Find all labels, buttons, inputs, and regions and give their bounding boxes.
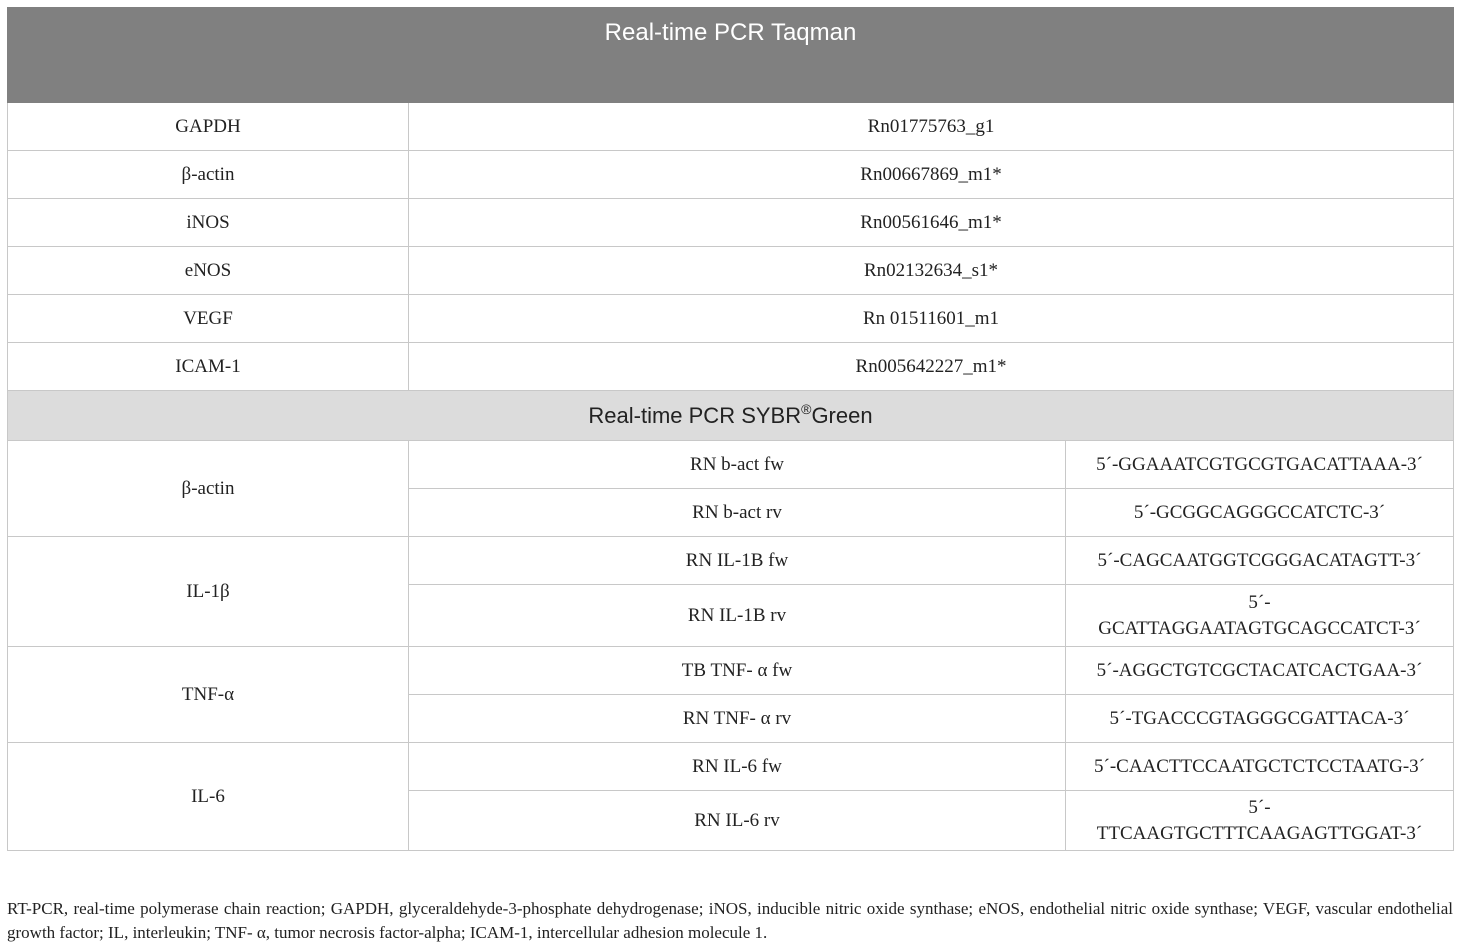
table-row xyxy=(8,151,1454,199)
primer-sequence xyxy=(1066,743,1454,791)
gene-name: VEGF xyxy=(8,295,409,343)
table-row xyxy=(8,537,1454,585)
primer-name: RN IL-6 fw xyxy=(409,743,1066,791)
assay-id: Rn01775763_g1 xyxy=(409,103,1454,151)
taqman-header-row xyxy=(8,8,1454,103)
table-row xyxy=(8,441,1454,489)
sybr-title xyxy=(8,391,1454,441)
gene-name: eNOS xyxy=(8,247,409,295)
sequence-line: 5´-TGACCCGTAGGGCGATTACA-3´ xyxy=(1109,707,1410,729)
gene-name: iNOS xyxy=(8,199,409,247)
sybr-title-prefix: Real-time PCR SYBR xyxy=(588,402,802,428)
table-row xyxy=(8,743,1454,791)
sequence-line: 5´-CAGCAATGGTCGGGACATAGTT-3´ xyxy=(1097,549,1422,571)
primer-sequence xyxy=(1066,647,1454,695)
sybr-header-row xyxy=(8,391,1454,441)
table-row xyxy=(8,103,1454,151)
table-row xyxy=(8,647,1454,695)
table-footnote: RT-PCR, real-time polymerase chain reaction; GAPDH, glyceraldehyde-3-phosphate dehydrogenase; iNOS, inducible nitric oxide synthase; eNOS, endothelial nitric oxide synthase; VEGF, vascular endothelial growth factor; IL, interleukin; TNF- α, tumor necrosis factor-alpha; ICAM-1, intercellular adhesion molecule 1. xyxy=(7,899,1453,942)
assay-id: Rn00667869_m1* xyxy=(409,151,1454,199)
sequence-line: TTCAAGTGCTTTCAAGAGTTGGAT-3´ xyxy=(1096,822,1423,844)
primer-name: TB TNF- α fw xyxy=(409,647,1066,695)
gene-name: IL-6 xyxy=(8,743,409,851)
primer-sequence xyxy=(1066,489,1454,537)
assay-id: Rn005642227_m1* xyxy=(409,343,1454,391)
sequence-line: 5´-CAACTTCCAATGCTCTCCTAATG-3´ xyxy=(1094,755,1425,777)
sequence-line: 5´-AGGCTGTCGCTACATCACTGAA-3´ xyxy=(1096,659,1423,681)
assay-id: Rn00561646_m1* xyxy=(409,199,1454,247)
primer-sequence xyxy=(1066,695,1454,743)
assay-id: Rn02132634_s1* xyxy=(409,247,1454,295)
gene-name: ICAM-1 xyxy=(8,343,409,391)
table-row xyxy=(8,343,1454,391)
registered-mark: ® xyxy=(801,400,812,417)
primer-name: RN IL-6 rv xyxy=(409,791,1066,851)
sequence-line: 5´-GCGGCAGGGCCATCTC-3´ xyxy=(1133,501,1386,523)
gene-name: TNF-α xyxy=(8,647,409,743)
taqman-title: Real-time PCR Taqman xyxy=(8,8,1454,103)
gene-name: β-actin xyxy=(8,151,409,199)
primer-name: RN b-act rv xyxy=(409,489,1066,537)
gene-name: β-actin xyxy=(8,441,409,537)
gene-name: GAPDH xyxy=(8,103,409,151)
primer-name: RN b-act fw xyxy=(409,441,1066,489)
sequence-line: 5´- xyxy=(1248,796,1271,818)
pcr-table xyxy=(7,7,1454,851)
sequence-line: 5´-GGAAATCGTGCGTGACATTAAA-3´ xyxy=(1096,453,1423,475)
primer-name: RN IL-1B rv xyxy=(409,585,1066,647)
primer-sequence xyxy=(1066,791,1454,851)
primer-sequence xyxy=(1066,585,1454,647)
sequence-line: 5´- xyxy=(1248,591,1271,613)
primer-sequence xyxy=(1066,441,1454,489)
sybr-title-suffix: Green xyxy=(811,402,873,428)
primer-name: RN IL-1B fw xyxy=(409,537,1066,585)
gene-name: IL-1β xyxy=(8,537,409,647)
table-row xyxy=(8,199,1454,247)
assay-id: Rn 01511601_m1 xyxy=(409,295,1454,343)
primer-name: RN TNF- α rv xyxy=(409,695,1066,743)
primer-sequence xyxy=(1066,537,1454,585)
table-row xyxy=(8,295,1454,343)
sequence-line: GCATTAGGAATAGTGCAGCCATCT-3´ xyxy=(1098,617,1421,639)
table-row xyxy=(8,247,1454,295)
